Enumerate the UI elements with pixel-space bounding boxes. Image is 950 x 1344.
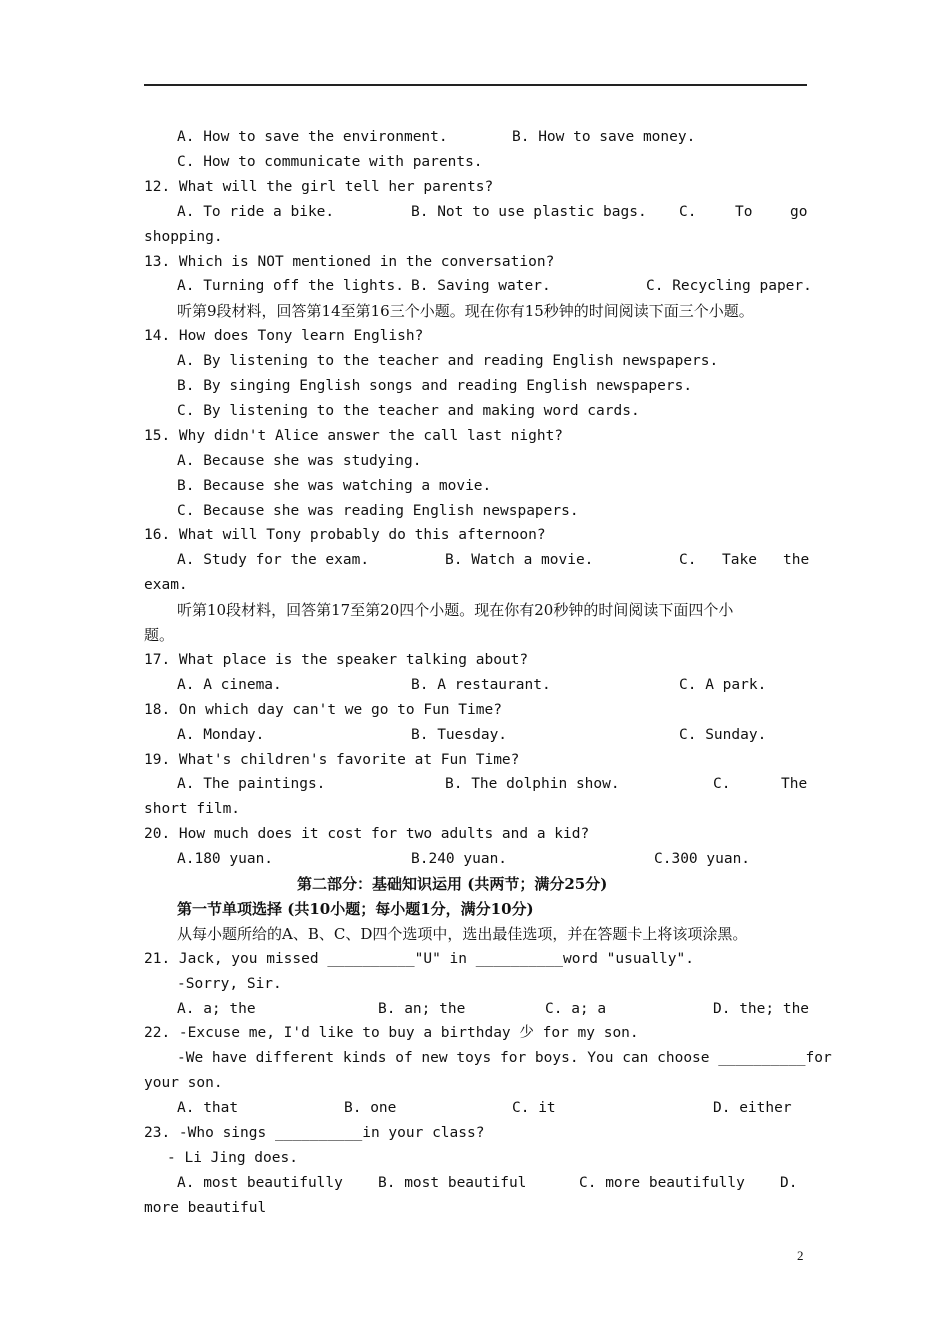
text-line-26-seg-2: C. <box>713 776 731 792</box>
text-line-18-seg-0: exam. <box>144 577 188 593</box>
text-line-36-seg-0: 22. -Excuse me, I'd like to buy a birthday 少 for my son. <box>144 1025 639 1041</box>
text-line-41-seg-0: - Li Jing does. <box>167 1150 298 1166</box>
text-line-9-seg-0: A. By listening to the teacher and reading English newspapers. <box>177 353 719 369</box>
text-line-42-seg-0: A. most beautifully <box>177 1175 343 1191</box>
text-line-35-seg-0: A. a; the <box>177 1001 256 1017</box>
text-line-40-seg-0: 23. -Who sings __________in your class? <box>144 1125 485 1141</box>
header-rule <box>144 84 807 86</box>
text-line-6-seg-1: B. Saving water. <box>411 278 551 294</box>
text-line-37-seg-0: -We have different kinds of new toys for boys. You can choose __________for <box>177 1050 832 1066</box>
text-line-22-seg-0: A. A cinema. <box>177 677 282 693</box>
text-line-22-seg-2: C. A park. <box>679 677 767 693</box>
text-line-6-seg-2: C. Recycling paper. <box>646 278 812 294</box>
text-line-29-seg-2: C.300 yuan. <box>654 851 751 867</box>
text-line-35-seg-3: D. the; the <box>713 1001 810 1017</box>
text-line-26-seg-1: B. The dolphin show. <box>445 776 620 792</box>
text-line-2-seg-0: 12. What will the girl tell her parents? <box>144 179 494 195</box>
text-line-17-seg-4: the <box>783 552 810 568</box>
text-line-21-seg-0: 17. What place is the speaker talking about? <box>144 652 529 668</box>
text-line-27-seg-0: short film. <box>144 801 241 817</box>
text-line-42-seg-3: D. <box>780 1175 798 1191</box>
text-line-35-seg-2: C. a; a <box>545 1001 607 1017</box>
text-line-4-seg-0: shopping. <box>144 229 223 245</box>
text-line-20-seg-0: 题。 <box>144 626 175 644</box>
text-line-8-seg-0: 14. How does Tony learn English? <box>144 328 424 344</box>
text-line-23-seg-0: 18. On which day can't we go to Fun Time? <box>144 702 502 718</box>
text-line-17-seg-3: Take <box>722 552 757 568</box>
text-line-5-seg-0: 13. Which is NOT mentioned in the conversation? <box>144 254 555 270</box>
text-line-39-seg-1: B. one <box>344 1100 397 1116</box>
text-line-15-seg-0: C. Because she was reading English newspapers. <box>177 503 579 519</box>
text-line-17-seg-0: A. Study for the exam. <box>177 552 370 568</box>
text-line-24-seg-2: C. Sunday. <box>679 727 767 743</box>
text-line-24-seg-0: A. Monday. <box>177 727 265 743</box>
text-line-39-seg-3: D. either <box>713 1100 792 1116</box>
text-line-30-seg-0: 第二部分：基础知识运用 (共两节；满分25分) <box>297 875 608 893</box>
text-line-24-seg-1: B. Tuesday. <box>411 727 508 743</box>
text-line-29-seg-1: B.240 yuan. <box>411 851 508 867</box>
text-line-33-seg-0: 21. Jack, you missed __________"U" in __________word "usually". <box>144 951 694 967</box>
text-line-10-seg-0: B. By singing English songs and reading English newspapers. <box>177 378 693 394</box>
text-line-1-seg-0: C. How to communicate with parents. <box>177 154 483 170</box>
text-line-29-seg-0: A.180 yuan. <box>177 851 274 867</box>
text-line-39-seg-2: C. it <box>512 1100 556 1116</box>
text-line-28-seg-0: 20. How much does it cost for two adults and a kid? <box>144 826 590 842</box>
text-line-31-seg-0: 第一节单项选择 (共10小题；每小题1分，满分10分) <box>177 900 534 918</box>
text-line-0-seg-0: A. How to save the environment. <box>177 129 448 145</box>
text-line-11-seg-0: C. By listening to the teacher and making word cards. <box>177 403 640 419</box>
page-number: 2 <box>797 1248 804 1263</box>
text-line-13-seg-0: A. Because she was studying. <box>177 453 422 469</box>
text-line-0-seg-1: B. How to save money. <box>512 129 696 145</box>
text-line-26-seg-3: The <box>781 776 808 792</box>
text-line-3-seg-1: B. Not to use plastic bags. <box>411 204 647 220</box>
text-line-22-seg-1: B. A restaurant. <box>411 677 551 693</box>
text-line-16-seg-0: 16. What will Tony probably do this afternoon? <box>144 527 546 543</box>
text-line-12-seg-0: 15. Why didn't Alice answer the call last night? <box>144 428 564 444</box>
text-line-34-seg-0: -Sorry, Sir. <box>177 976 282 992</box>
text-line-25-seg-0: 19. What's children's favorite at Fun Time? <box>144 752 520 768</box>
text-line-3-seg-2: C. <box>679 204 697 220</box>
text-line-35-seg-1: B. an; the <box>378 1001 466 1017</box>
text-line-38-seg-0: your son. <box>144 1075 223 1091</box>
text-line-43-seg-0: more beautiful <box>144 1200 267 1216</box>
text-line-32-seg-0: 从每小题所给的A、B、C、D四个选项中，选出最佳选项，并在答题卡上将该项涂黑。 <box>177 925 748 943</box>
text-line-19-seg-0: 听第10段材料，回答第17至第20四个小题。现在你有20秒钟的时间阅读下面四个小 <box>177 601 734 619</box>
text-line-3-seg-4: go <box>790 204 808 220</box>
text-line-42-seg-1: B. most beautiful <box>378 1175 527 1191</box>
text-line-14-seg-0: B. Because she was watching a movie. <box>177 478 492 494</box>
text-line-3-seg-3: To <box>735 204 753 220</box>
text-line-6-seg-0: A. Turning off the lights. <box>177 278 404 294</box>
text-line-3-seg-0: A. To ride a bike. <box>177 204 335 220</box>
text-line-17-seg-1: B. Watch a movie. <box>445 552 594 568</box>
text-line-26-seg-0: A. The paintings. <box>177 776 326 792</box>
text-line-7-seg-0: 听第9段材料，回答第14至第16三个小题。现在你有15秒钟的时间阅读下面三个小题。 <box>177 302 754 320</box>
text-line-42-seg-2: C. more beautifully <box>579 1175 745 1191</box>
text-line-39-seg-0: A. that <box>177 1100 239 1116</box>
text-line-17-seg-2: C. <box>679 552 697 568</box>
